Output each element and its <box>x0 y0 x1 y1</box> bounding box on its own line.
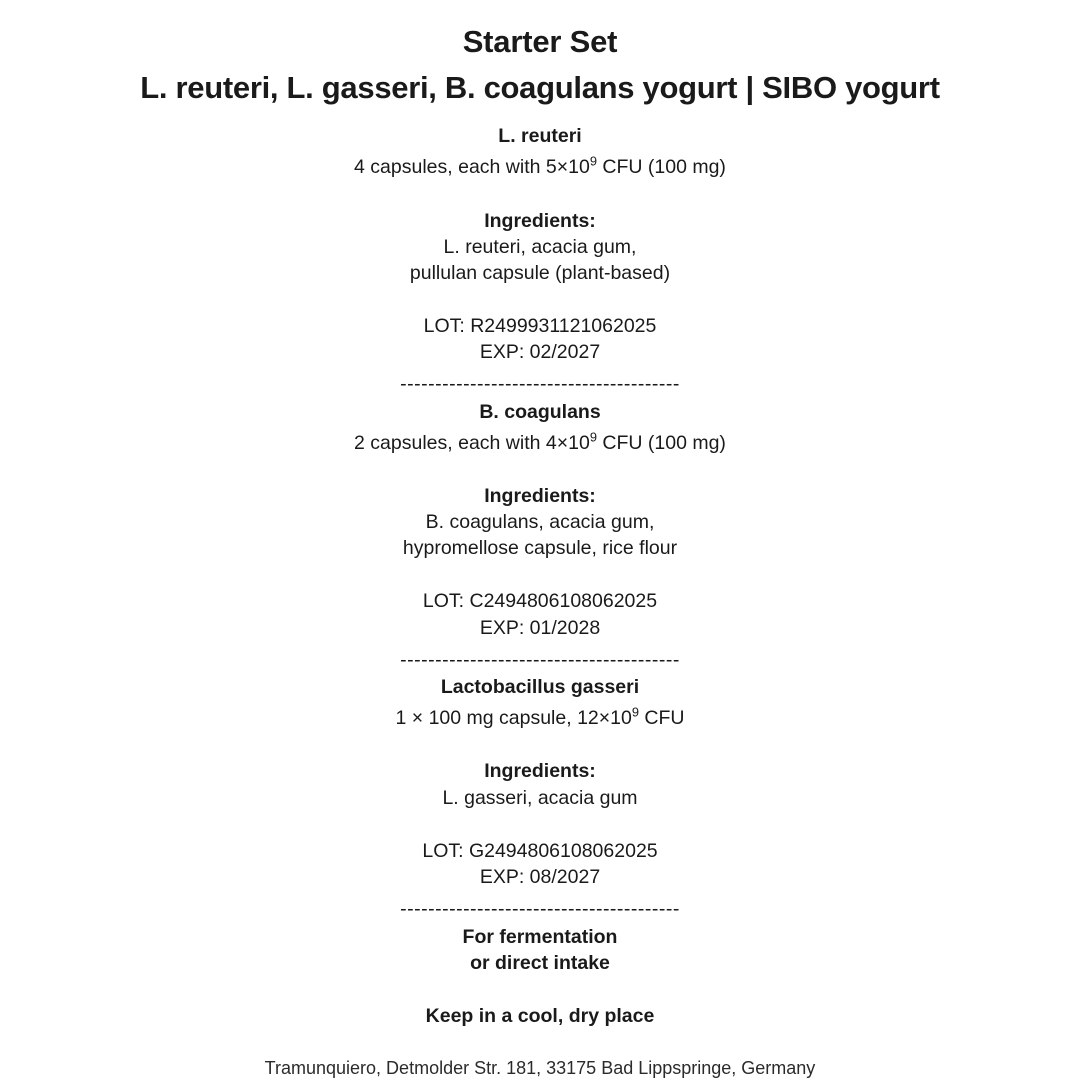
page-title: Starter Set <box>462 24 618 59</box>
usage-line: or direct intake <box>470 951 610 974</box>
ingredient-line: pullulan capsule (plant-based) <box>409 261 671 284</box>
section-divider: ---------------------------------------- <box>400 897 680 920</box>
strain-section-gasseri <box>60 674 1020 890</box>
title-block <box>60 22 1020 107</box>
storage-instruction: Keep in a cool, dry place <box>425 1004 655 1027</box>
manufacturer-address: Tramunquiero, Detmolder Str. 181, 33175 Bad Lippspringe, Germany <box>264 1057 816 1078</box>
strain-name: B. coagulans <box>479 400 601 423</box>
lot-number: LOT: C2494806108062025 <box>422 590 658 613</box>
section-divider: ---------------------------------------- <box>400 373 680 396</box>
dose-exponent: 9 <box>589 153 597 169</box>
page-subtitle: L. reuteri, L. gasseri, B. coagulans yogurt | SIBO yogurt <box>140 69 940 105</box>
strain-dose <box>60 705 1020 731</box>
lot-block <box>60 588 1020 640</box>
ingredient-line: L. gasseri, acacia gum <box>442 786 638 809</box>
dose-exponent: 9 <box>631 704 639 720</box>
lot-block <box>60 838 1020 890</box>
lot-block <box>60 313 1020 365</box>
section-divider: ---------------------------------------- <box>400 648 680 671</box>
strain-section-coagulans <box>60 399 1020 641</box>
lot-number: LOT: R2499931121062025 <box>423 314 657 337</box>
ingredient-line: B. coagulans, acacia gum, <box>425 511 655 534</box>
expiry-date: EXP: 01/2028 <box>479 616 601 639</box>
expiry-date: EXP: 08/2027 <box>479 865 601 888</box>
strain-dose <box>60 154 1020 180</box>
strain-name: Lactobacillus gasseri <box>440 676 640 699</box>
dose-prefix: 4 capsules, each with 5×10 <box>354 156 590 179</box>
dose-prefix: 1 × 100 mg capsule, 12×10 <box>395 707 632 730</box>
usage-line: For fermentation <box>462 925 618 948</box>
dose-prefix: 2 capsules, each with 4×10 <box>354 431 590 454</box>
ingredient-line: L. reuteri, acacia gum, <box>443 235 637 258</box>
strain-section-reuteri <box>60 123 1020 365</box>
ingredients-heading: Ingredients: <box>484 209 596 232</box>
dose-suffix: CFU (100 mg) <box>596 156 726 179</box>
strain-dose <box>60 430 1020 456</box>
dose-exponent: 9 <box>589 429 597 445</box>
ingredients-heading: Ingredients: <box>484 760 596 783</box>
lot-number: LOT: G2494806108062025 <box>422 839 658 862</box>
ingredients-heading: Ingredients: <box>484 485 596 508</box>
expiry-date: EXP: 02/2027 <box>479 341 601 364</box>
strain-name: L. reuteri <box>498 125 582 148</box>
usage-block <box>60 924 1020 976</box>
dose-suffix: CFU <box>639 707 685 730</box>
dose-suffix: CFU (100 mg) <box>596 431 726 454</box>
ingredient-line: hypromellose capsule, rice flour <box>402 537 678 560</box>
